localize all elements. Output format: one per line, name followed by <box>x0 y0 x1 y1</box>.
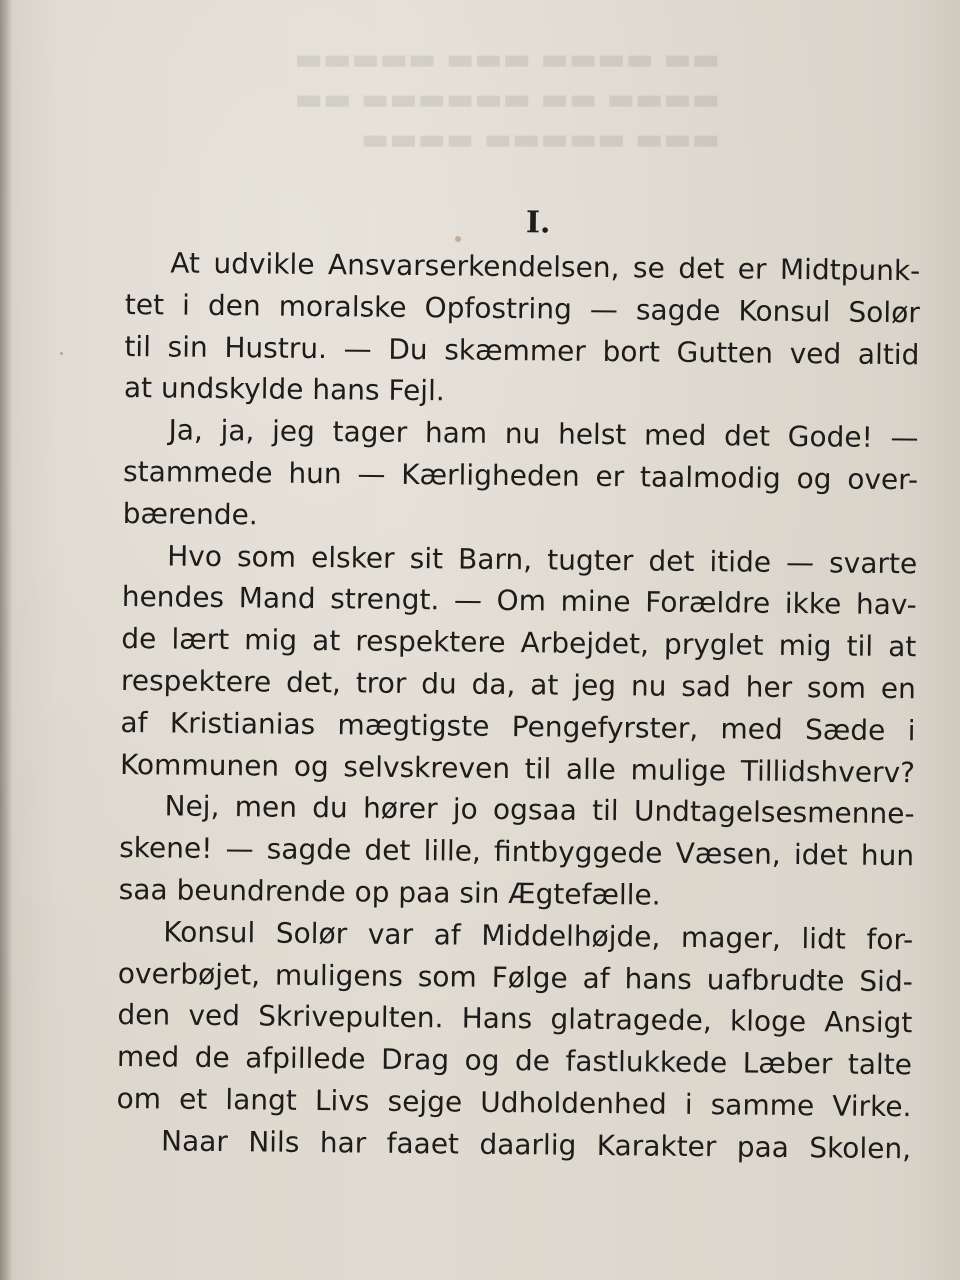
text-line: Konsul Solør var af Middelhøjde, mager, lidt for- <box>163 915 914 957</box>
text-line: til sin Hustru. — Du skæmmer bort Gutten ved altid <box>124 329 920 371</box>
chapter-heading: I. <box>525 205 551 241</box>
text-line: med de afpillede Drag og de fastlukkede Læber talte <box>116 1040 913 1082</box>
text-line: at undskylde hans Fejl. <box>123 371 445 408</box>
text-line: Hvo som elsker sit Barn, tugter det itide — svarte <box>167 539 918 580</box>
text-line: af Kristianias mægtigste Pengefyrster, med Sæde i <box>120 705 916 748</box>
text-line: stammede hun — Kærligheden er taalmodig og over- <box>122 454 919 497</box>
text-line: skene! — sagde det lille, fintbyggede Væsen, idet hun <box>119 831 915 873</box>
show-through-text: ▬▬ ▬▬▬▬ ▬▬▬ ▬▬▬▬▬ ▬▬▬▬ ▬▬ ▬▬▬▬▬▬ ▬▬ ▬▬▬ ▬▬▬▬▬ ▬▬▬▬ <box>294 42 720 157</box>
text-line: At udvikle Ansvarserkendelsen, se det er Midtpunk- <box>170 246 921 288</box>
text-line: de lært mig at respektere Arbejdet, pryglet mig til at <box>121 622 917 664</box>
text-line: tet i den moralske Opfostring — sagde Konsul Solør <box>124 287 920 330</box>
page-edge-shadow <box>0 0 12 1280</box>
text-line: Ja, ja, jeg tager ham nu helst med det Gode! — <box>168 413 919 455</box>
text-line: Nej, men du hører jo ogsaa til Undtagelsesmenne- <box>164 789 915 831</box>
text-line: om et langt Livs sejge Udholdenhed i samme Virke. <box>116 1081 912 1124</box>
text-line: den ved Skrivepulten. Hans glatragede, kloge Ansigt <box>117 998 913 1040</box>
page-text <box>116 196 921 1170</box>
text-line: Naar Nils har faaet daarlig Karakter paa Skolen, <box>160 1124 912 1166</box>
text-line: overbøjet, muligens som Følge af hans uafbrudte Sid- <box>117 956 913 998</box>
paper-speck <box>60 352 63 355</box>
text-line: Kommunen og selvskreven til alle mulige Tillidshverv? <box>119 747 916 789</box>
text-line: bærende. <box>122 496 258 532</box>
text-line: hendes Mand strengt. — Om mine Forældre ikke hav- <box>121 580 917 622</box>
text-line: saa beundrende op paa sin Ægtefælle. <box>118 872 661 912</box>
text-line: respektere det, tror du da, at jeg nu sad her som en <box>120 663 917 706</box>
